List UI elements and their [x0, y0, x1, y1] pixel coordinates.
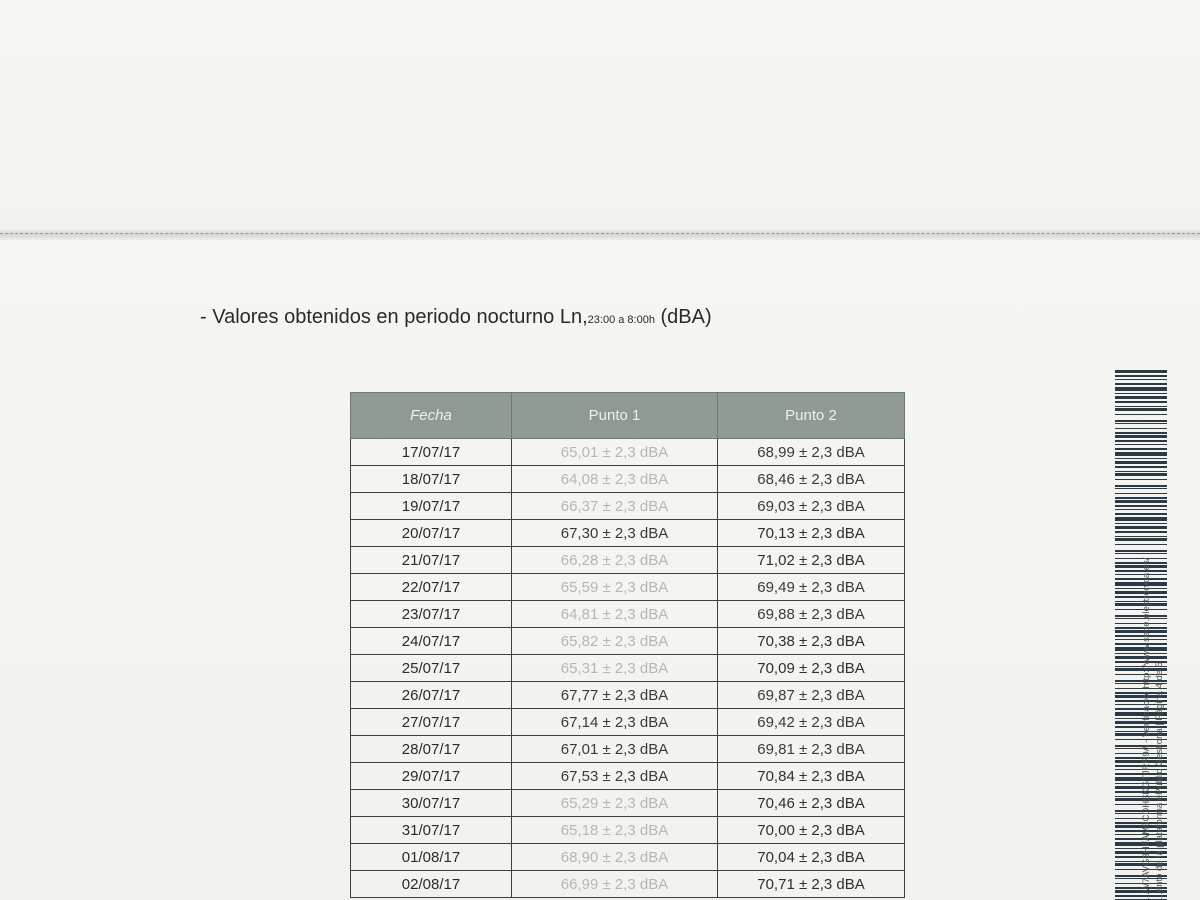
side-text-line-2: ...ento de la plataforma ePúblic Gestiona | Página 4 de 5	[1154, 661, 1165, 900]
table-row	[351, 763, 905, 790]
table-row	[351, 655, 905, 682]
cell-punto-1: 65,31 ± 2,3 dBA	[512, 655, 718, 682]
table-row	[351, 844, 905, 871]
table-row	[351, 601, 905, 628]
paper-top-flap	[0, 0, 1200, 232]
cell-punto-1: 66,37 ± 2,3 dBA	[512, 493, 718, 520]
section-heading	[200, 306, 712, 329]
cell-fecha: 24/07/17	[351, 628, 512, 655]
side-text-line-1: ...W7AVG3HFAM5CDHSKGTJRR9A - Verificació: http://www.sede.electronica.es/	[1141, 557, 1152, 900]
cell-fecha: 25/07/17	[351, 655, 512, 682]
cell-fecha: 01/08/17	[351, 844, 512, 871]
cell-punto-2: 68,46 ± 2,3 dBA	[718, 466, 905, 493]
barcode-bar	[1115, 375, 1167, 377]
table-row	[351, 682, 905, 709]
cell-fecha: 30/07/17	[351, 790, 512, 817]
table-row	[351, 736, 905, 763]
cell-punto-2: 69,03 ± 2,3 dBA	[718, 493, 905, 520]
cell-punto-2: 69,88 ± 2,3 dBA	[718, 601, 905, 628]
table-row	[351, 790, 905, 817]
heading-suffix: (dBA)	[654, 306, 712, 328]
cell-punto-2: 70,04 ± 2,3 dBA	[718, 844, 905, 871]
cell-punto-1: 67,30 ± 2,3 dBA	[512, 520, 718, 547]
cell-punto-2: 70,71 ± 2,3 dBA	[718, 871, 905, 898]
cell-fecha: 21/07/17	[351, 547, 512, 574]
cell-punto-2: 69,87 ± 2,3 dBA	[718, 682, 905, 709]
cell-fecha: 02/08/17	[351, 871, 512, 898]
cell-punto-2: 69,49 ± 2,3 dBA	[718, 574, 905, 601]
cell-fecha: 19/07/17	[351, 493, 512, 520]
cell-punto-2: 69,81 ± 2,3 dBA	[718, 736, 905, 763]
cell-punto-1: 65,29 ± 2,3 dBA	[512, 790, 718, 817]
cell-fecha: 22/07/17	[351, 574, 512, 601]
cell-punto-1: 66,28 ± 2,3 dBA	[512, 547, 718, 574]
cell-fecha: 29/07/17	[351, 763, 512, 790]
heading-time-range: 23:00 a 8:00h	[587, 314, 655, 326]
cell-punto-1: 65,59 ± 2,3 dBA	[512, 574, 718, 601]
table-row	[351, 574, 905, 601]
cell-punto-2: 70,13 ± 2,3 dBA	[718, 520, 905, 547]
cell-punto-1: 65,01 ± 2,3 dBA	[512, 439, 718, 466]
cell-punto-1: 65,82 ± 2,3 dBA	[512, 628, 718, 655]
cell-punto-1: 64,08 ± 2,3 dBA	[512, 466, 718, 493]
cell-punto-1: 66,99 ± 2,3 dBA	[512, 871, 718, 898]
cell-punto-2: 70,46 ± 2,3 dBA	[718, 790, 905, 817]
cell-punto-1: 68,90 ± 2,3 dBA	[512, 844, 718, 871]
table-body	[351, 439, 905, 898]
table-row	[351, 439, 905, 466]
cell-fecha: 26/07/17	[351, 682, 512, 709]
table-row	[351, 547, 905, 574]
cell-punto-2: 68,99 ± 2,3 dBA	[718, 439, 905, 466]
cell-punto-2: 70,84 ± 2,3 dBA	[718, 763, 905, 790]
table-header-row	[351, 393, 905, 439]
cell-punto-2: 70,38 ± 2,3 dBA	[718, 628, 905, 655]
cell-punto-1: 67,14 ± 2,3 dBA	[512, 709, 718, 736]
cell-punto-2: 69,42 ± 2,3 dBA	[718, 709, 905, 736]
cell-punto-1: 67,53 ± 2,3 dBA	[512, 763, 718, 790]
table-row	[351, 628, 905, 655]
table-row	[351, 709, 905, 736]
cell-punto-1: 67,77 ± 2,3 dBA	[512, 682, 718, 709]
cell-punto-2: 71,02 ± 2,3 dBA	[718, 547, 905, 574]
cell-fecha: 27/07/17	[351, 709, 512, 736]
table-row	[351, 520, 905, 547]
cell-punto-1: 65,18 ± 2,3 dBA	[512, 817, 718, 844]
heading-prefix: - Valores obtenidos en periodo nocturno Ln,	[200, 306, 588, 328]
fold-line	[0, 233, 1200, 234]
table-row	[351, 493, 905, 520]
cell-fecha: 17/07/17	[351, 439, 512, 466]
table-row	[351, 817, 905, 844]
cell-punto-2: 70,09 ± 2,3 dBA	[718, 655, 905, 682]
cell-punto-1: 64,81 ± 2,3 dBA	[512, 601, 718, 628]
cell-punto-2: 70,00 ± 2,3 dBA	[718, 817, 905, 844]
table-row	[351, 871, 905, 898]
column-header-punto-1: Punto 1	[512, 393, 718, 439]
cell-punto-1: 67,01 ± 2,3 dBA	[512, 736, 718, 763]
cell-fecha: 20/07/17	[351, 520, 512, 547]
cell-fecha: 28/07/17	[351, 736, 512, 763]
barcode-bar	[1115, 370, 1167, 373]
cell-fecha: 23/07/17	[351, 601, 512, 628]
cell-fecha: 18/07/17	[351, 466, 512, 493]
column-header-punto-2: Punto 2	[718, 393, 905, 439]
cell-fecha: 31/07/17	[351, 817, 512, 844]
paper-fold	[0, 230, 1200, 240]
noise-values-table	[350, 392, 905, 898]
table-row	[351, 466, 905, 493]
verification-side-text	[1140, 380, 1166, 900]
column-header-fecha: Fecha	[351, 393, 512, 439]
